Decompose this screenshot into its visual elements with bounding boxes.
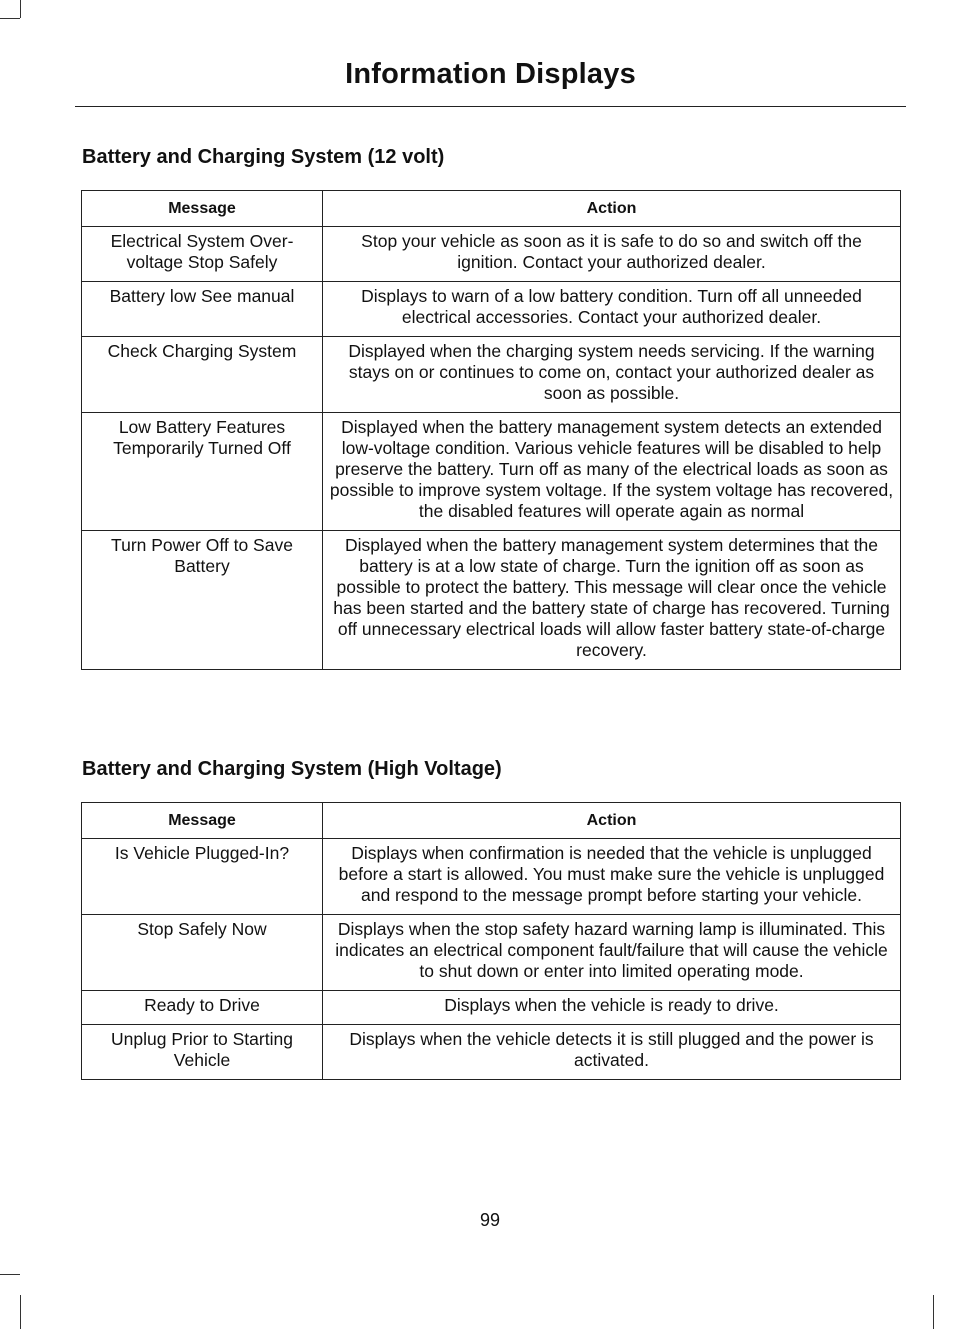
column-header-message: Message — [82, 191, 323, 227]
page-title: Information Displays — [345, 58, 636, 90]
action-cell: Stop your vehicle as soon as it is safe to do so and switch off the ignition. Contact your authorized dealer. — [323, 227, 901, 282]
table-row — [82, 227, 901, 282]
message-cell: Stop Safely Now — [82, 915, 323, 991]
table-row — [82, 531, 901, 670]
table-high-voltage — [81, 802, 901, 1080]
action-cell: Displayed when the battery management system detects an extended low-voltage condition. Various vehicle features will be disabled to help preserve the battery. Turn off as many of the electrical loads as soon as possible to improve system voltage. If the system voltage has recovered, the disabled features will operate again as normal — [323, 413, 901, 531]
crop-mark-bottom-left-vertical — [20, 1295, 21, 1329]
crop-mark-bottom-right-vertical — [933, 1295, 934, 1329]
action-cell: Displayed when the battery management system determines that the battery is at a low state of charge. Turn the ignition off as soon as possible to protect the battery. This message will clear once the vehicle has been started and the battery state of charge has recovered. Turning off unnecessary electrical loads will allow faster battery state-of-charge recovery. — [323, 531, 901, 670]
section-heading-high-voltage: Battery and Charging System (High Voltage) — [82, 758, 502, 780]
message-cell: Electrical System Over-voltage Stop Safely — [82, 227, 323, 282]
message-cell: Check Charging System — [82, 337, 323, 413]
crop-mark-bottom-left-horizontal — [0, 1274, 20, 1275]
message-cell: Battery low See manual — [82, 282, 323, 337]
table-row — [82, 282, 901, 337]
table-header-row — [82, 191, 901, 227]
message-cell: Is Vehicle Plugged-In? — [82, 839, 323, 915]
column-header-action: Action — [323, 191, 901, 227]
crop-mark-top-left-vertical — [20, 0, 21, 18]
action-cell: Displays when confirmation is needed that the vehicle is unplugged before a start is allowed. You must make sure the vehicle is unplugged and respond to the message prompt before starting your vehicle. — [323, 839, 901, 915]
action-cell: Displays when the vehicle detects it is still plugged and the power is activated. — [323, 1025, 901, 1080]
action-cell: Displays when the stop safety hazard warning lamp is illuminated. This indicates an electrical component fault/failure that will cause the vehicle to shut down or enter into limited operating mode. — [323, 915, 901, 991]
title-divider — [75, 106, 906, 107]
page-number: 99 — [479, 1210, 501, 1230]
table-row — [82, 337, 901, 413]
table-row — [82, 839, 901, 915]
column-header-message: Message — [82, 803, 323, 839]
table-row — [82, 1025, 901, 1080]
message-cell: Ready to Drive — [82, 991, 323, 1025]
crop-mark-top-left-horizontal — [0, 18, 20, 19]
action-cell: Displayed when the charging system needs servicing. If the warning stays on or continues to come on, contact your authorized dealer as soon as possible. — [323, 337, 901, 413]
message-cell: Low Battery Features Temporarily Turned Off — [82, 413, 323, 531]
table-row — [82, 413, 901, 531]
table-header-row — [82, 803, 901, 839]
column-header-action: Action — [323, 803, 901, 839]
section-heading-12-volt: Battery and Charging System (12 volt) — [82, 146, 445, 168]
message-cell: Turn Power Off to Save Battery — [82, 531, 323, 670]
table-12-volt — [81, 190, 901, 670]
table-row — [82, 915, 901, 991]
table-row — [82, 991, 901, 1025]
action-cell: Displays to warn of a low battery condition. Turn off all unneeded electrical accessories. Contact your authorized dealer. — [323, 282, 901, 337]
action-cell: Displays when the vehicle is ready to drive. — [323, 991, 901, 1025]
message-cell: Unplug Prior to Starting Vehicle — [82, 1025, 323, 1080]
